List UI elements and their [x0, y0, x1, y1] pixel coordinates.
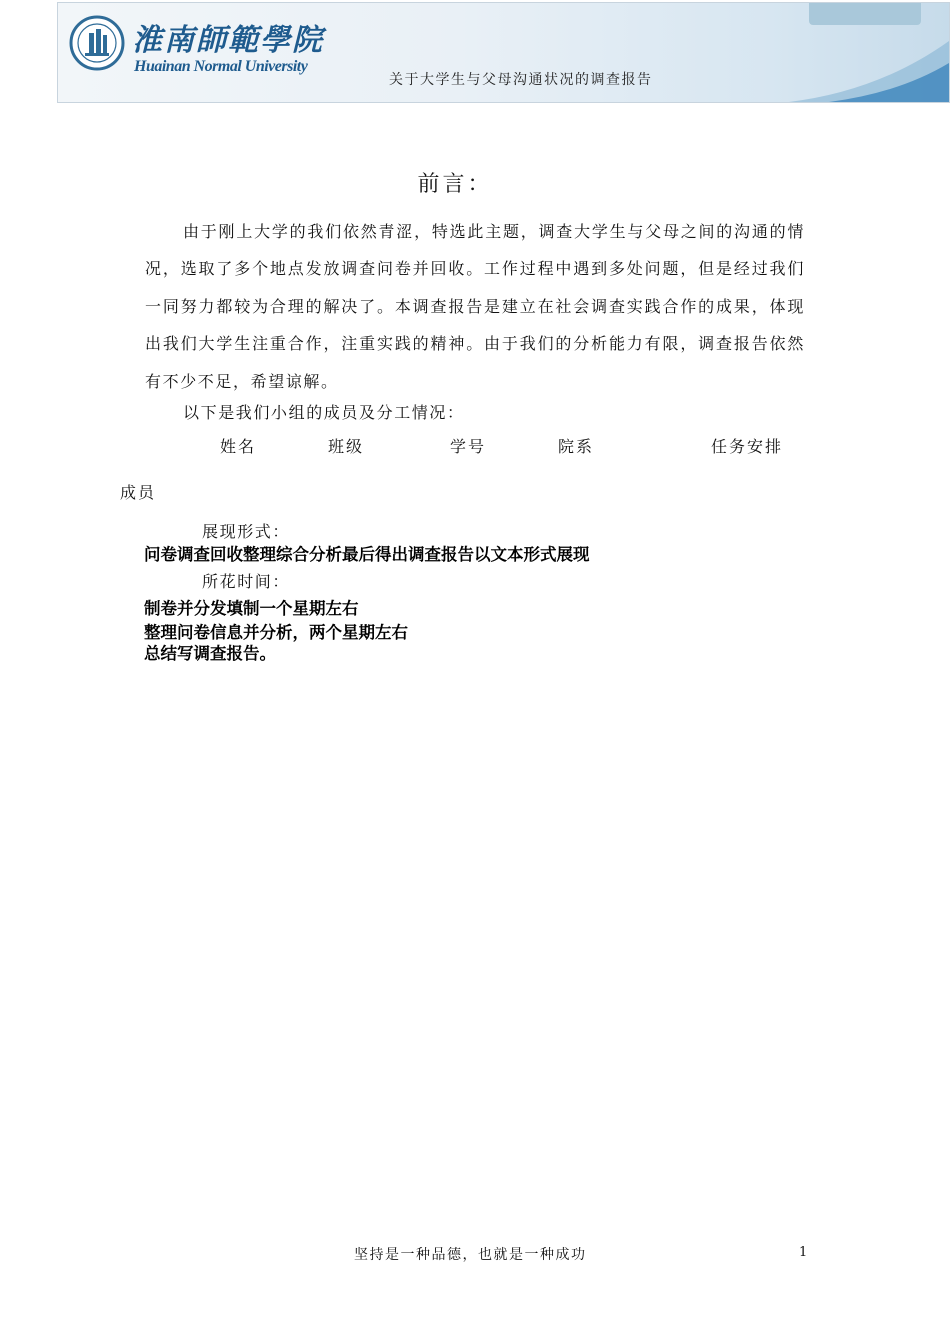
logo-chinese-name: 淮南師範學院: [132, 23, 324, 58]
section-heading: 前言：: [417, 172, 493, 197]
time-spent-label: 所花时间：: [202, 572, 291, 591]
footer-motto: 坚持是一种品德，也就是一种成功: [354, 1247, 587, 1263]
table-header-student-id: 学号: [450, 437, 487, 456]
presentation-value: 问卷调查回收整理综合分析最后得出调查报告以文本形式展现: [144, 545, 590, 564]
members-row-label: 成员: [120, 483, 157, 502]
table-header-name: 姓名: [220, 437, 257, 456]
page-number: 1: [799, 1245, 808, 1260]
table-header-department: 院系: [558, 437, 595, 456]
logo-english-name: Huainan Normal University: [134, 58, 308, 75]
time-spent-line-2: 整理问卷信息并分析，两个星期左右: [144, 623, 408, 642]
university-seal-icon: [69, 15, 125, 71]
time-spent-line-1: 制卷并分发填制一个星期左右: [144, 599, 359, 618]
time-spent-line-3: 总结写调查报告。: [144, 644, 276, 663]
table-header-class: 班级: [328, 437, 365, 456]
preface-paragraph: 由于刚上大学的我们依然青涩，特选此主题，调查大学生与父母之间的沟通的情况，选取了多个地点发放调查问卷并回收。工作过程中遇到多处问题，但是经过我们一同努力都较为合理的解决了。本调查报告是建立在社会调查实践合作的成果，体现出我们大学生注重合作，注重实践的精神。由于我们的分析能力有限，调查报告依然有不少不足，希望谅解。: [145, 222, 805, 391]
presentation-label: 展现形式：: [202, 522, 291, 541]
members-intro: 以下是我们小组的成员及分工情况：: [183, 403, 465, 422]
header-report-title: 关于大学生与父母沟通状况的调查报告: [389, 72, 653, 88]
page-header: [57, 2, 950, 103]
header-swoosh-decoration: [789, 2, 949, 102]
table-header-tasks: 任务安排: [711, 437, 784, 456]
